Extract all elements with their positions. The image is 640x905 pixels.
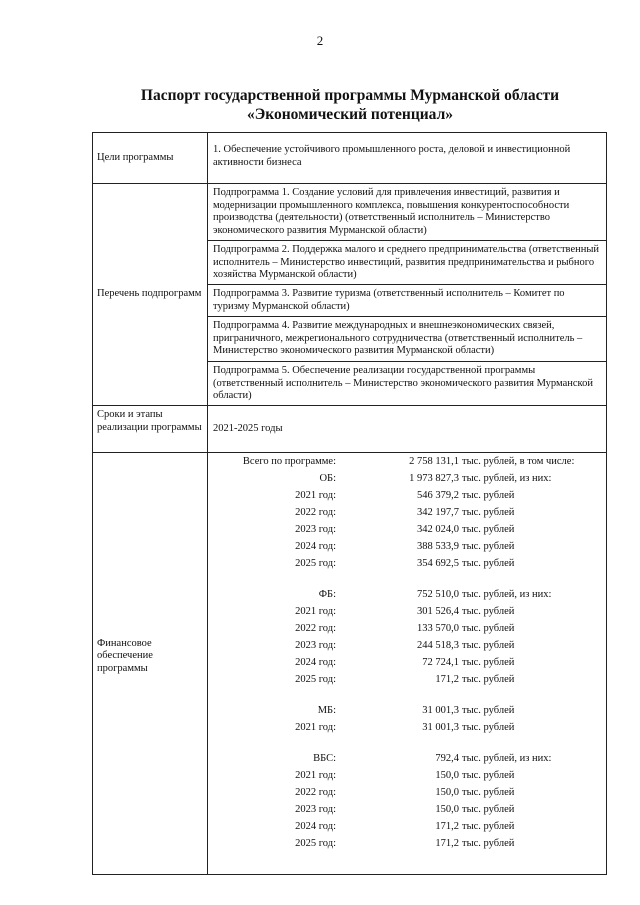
- finance-line-unit: тыс. рублей: [462, 606, 515, 617]
- finance-line-unit: тыс. рублей, в том числе:: [462, 456, 575, 467]
- finance-line-label: 2023 год:: [295, 804, 336, 815]
- finance-line-label: 2022 год:: [295, 623, 336, 634]
- finance-line-value: 150,0: [435, 787, 459, 798]
- finance-line-label: 2022 год:: [295, 787, 336, 798]
- goals-cell: [208, 133, 607, 184]
- finance-line-value: 133 570,0: [417, 623, 459, 634]
- terms-row: [93, 406, 607, 453]
- finance-line-value: 171,2: [435, 821, 459, 832]
- finance-line: [208, 753, 616, 767]
- finance-line-unit: тыс. рублей: [462, 640, 515, 651]
- subprograms-list: [208, 184, 607, 406]
- finance-line-value: 72 724,1: [422, 657, 459, 668]
- finance-line-value: 354 692,5: [417, 558, 459, 569]
- finance-line-unit: тыс. рублей: [462, 821, 515, 832]
- document-title: [60, 86, 640, 124]
- finance-line-label: 2024 год:: [295, 657, 336, 668]
- finance-line-label: 2025 год:: [295, 838, 336, 849]
- terms-cell: [208, 406, 607, 453]
- finance-line-label: 2021 год:: [295, 770, 336, 781]
- finance-line: [208, 770, 616, 784]
- finance-line-value: 244 518,3: [417, 640, 459, 651]
- finance-cell: [208, 453, 607, 875]
- finance-breakdown: [208, 453, 606, 868]
- finance-line: [208, 473, 616, 487]
- title-line-1: Паспорт государственной программы Мурманской области: [140, 87, 560, 104]
- finance-line-value: 342 024,0: [417, 524, 459, 535]
- finance-line-label: Всего по программе:: [242, 456, 336, 467]
- finance-line-label: 2023 год:: [295, 640, 336, 651]
- finance-line: [208, 821, 616, 835]
- finance-line: [208, 606, 616, 620]
- finance-line-unit: тыс. рублей: [462, 657, 515, 668]
- finance-line: [208, 558, 616, 572]
- terms-value: 2021-2025 годы: [213, 422, 283, 434]
- finance-line-label: 2025 год:: [295, 558, 336, 569]
- finance-line-value: 792,4: [435, 753, 459, 764]
- finance-line-unit: тыс. рублей: [462, 490, 515, 501]
- finance-line-value: 171,2: [435, 838, 459, 849]
- finance-row: [93, 453, 607, 875]
- finance-line: [208, 541, 616, 555]
- finance-line-label: ВБС:: [313, 753, 336, 764]
- subprogram-item-3: Подпрограмма 3. Развитие туризма (ответственный исполнитель – Комитет по туризму Мурманской области): [208, 285, 606, 317]
- goals-label: Цели программы: [93, 133, 208, 184]
- finance-line-unit: тыс. рублей: [462, 524, 515, 535]
- finance-line-unit: тыс. рублей, из них:: [462, 589, 552, 600]
- finance-line: [208, 623, 616, 637]
- finance-line-value: 301 526,4: [417, 606, 459, 617]
- finance-line-value: 150,0: [435, 770, 459, 781]
- title-line-2: «Экономический потенциал»: [246, 106, 454, 123]
- finance-line: [208, 640, 616, 654]
- finance-line-value: 752 510,0: [417, 589, 459, 600]
- finance-line-unit: тыс. рублей: [462, 623, 515, 634]
- finance-line-label: МБ:: [317, 705, 336, 716]
- finance-line-label: 2022 год:: [295, 507, 336, 518]
- finance-line-unit: тыс. рублей: [462, 722, 515, 733]
- finance-line-unit: тыс. рублей, из них:: [462, 473, 552, 484]
- subprogram-item-2: Подпрограмма 2. Поддержка малого и среднего предпринимательства (ответственный исполнитель – Министерство инвестиций, развития предпринимательства и рыбного хозяйства Мурманской области): [208, 241, 606, 285]
- finance-line-value: 1 973 827,3: [409, 473, 459, 484]
- finance-line-unit: тыс. рублей: [462, 507, 515, 518]
- finance-line-label: ФБ:: [318, 589, 336, 600]
- finance-line: [208, 838, 616, 852]
- page-number: 2: [316, 33, 324, 48]
- subprogram-item-4: Подпрограмма 4. Развитие международных и внешнеэкономических связей, приграничного, межрегионального сотрудничества (ответственный исполнитель – Министерство экономического развития Мурманской области): [208, 317, 606, 362]
- finance-line-value: 342 197,7: [417, 507, 459, 518]
- finance-line-label: 2021 год:: [295, 606, 336, 617]
- finance-line-unit: тыс. рублей: [462, 804, 515, 815]
- finance-line-value: 546 379,2: [417, 490, 459, 501]
- finance-line-unit: тыс. рублей: [462, 541, 515, 552]
- subprograms-row: [93, 184, 607, 406]
- finance-line: [208, 787, 616, 801]
- finance-line-value: 31 001,3: [422, 722, 459, 733]
- goals-text: 1. Обеспечение устойчивого промышленного роста, деловой и инвестиционной активности бизнеса: [213, 144, 571, 168]
- finance-line-value: 150,0: [435, 804, 459, 815]
- finance-label-cell: [93, 453, 208, 875]
- goals-row: [93, 133, 607, 184]
- finance-line-label: 2021 год:: [295, 722, 336, 733]
- finance-line-value: 2 758 131,1: [409, 456, 459, 467]
- terms-label: Сроки и этапы реализации программы: [93, 406, 208, 453]
- finance-line: [208, 804, 616, 818]
- finance-line: [208, 524, 616, 538]
- finance-line-label: ОБ:: [319, 473, 336, 484]
- finance-line-unit: тыс. рублей: [462, 770, 515, 781]
- finance-line-unit: тыс. рублей: [462, 558, 515, 569]
- finance-line: [208, 490, 616, 504]
- finance-line: [208, 456, 616, 470]
- finance-label: Финансовое обеспечение программы: [97, 637, 153, 674]
- finance-line-value: 31 001,3: [422, 705, 459, 716]
- finance-line-label: 2024 год:: [295, 541, 336, 552]
- finance-line-unit: тыс. рублей: [462, 705, 515, 716]
- finance-line: [208, 657, 616, 671]
- finance-line-unit: тыс. рублей, из них:: [462, 753, 552, 764]
- finance-line-label: 2021 год:: [295, 490, 336, 501]
- finance-line: [208, 674, 616, 688]
- subprogram-item-5: Подпрограмма 5. Обеспечение реализации государственной программы (ответственный исполнитель – Министерство экономического развития Мурманской области): [213, 365, 593, 401]
- finance-line: [208, 589, 616, 603]
- finance-line-unit: тыс. рублей: [462, 787, 515, 798]
- finance-line-unit: тыс. рублей: [462, 674, 515, 685]
- finance-line-label: 2023 год:: [295, 524, 336, 535]
- finance-line-unit: тыс. рублей: [462, 838, 515, 849]
- finance-line: [208, 507, 616, 521]
- finance-line: [208, 722, 616, 736]
- subprogram-item-1: Подпрограмма 1. Создание условий для привлечения инвестиций, развития и модернизации промышленного комплекса, повышения конкурентоспособности производства (деятельности) (ответственный исполнитель – Министерство экономического развития Мурманской области): [208, 184, 606, 241]
- passport-table: [92, 132, 607, 875]
- subprograms-label: Перечень подпрограмм: [93, 184, 208, 406]
- finance-line-label: 2024 год:: [295, 821, 336, 832]
- finance-line-value: 171,2: [435, 674, 459, 685]
- finance-line-label: 2025 год:: [295, 674, 336, 685]
- finance-line: [208, 705, 616, 719]
- finance-line-value: 388 533,9: [417, 541, 459, 552]
